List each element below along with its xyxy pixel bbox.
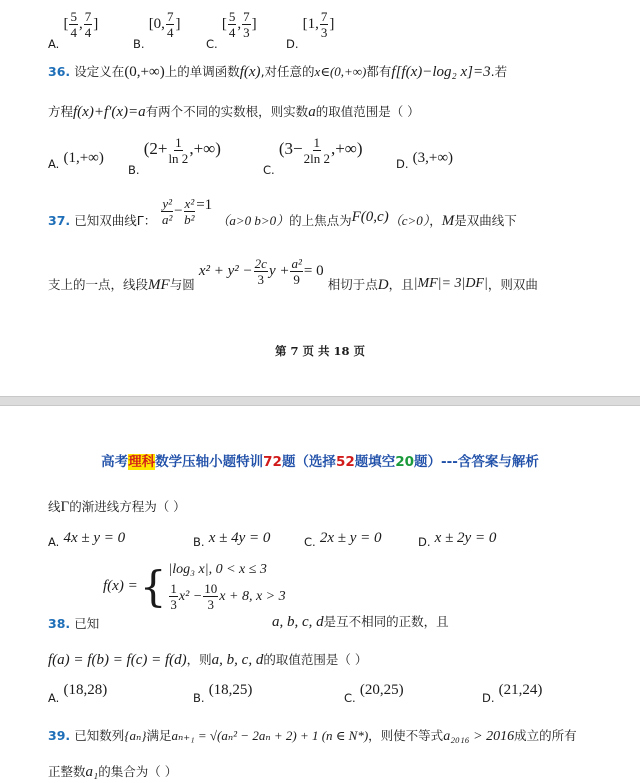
q37-line-2 [48, 256, 538, 293]
fraction [242, 10, 251, 39]
math: x² + y² − [198, 263, 253, 279]
option-value: (18,28) [63, 682, 108, 698]
q38-vars [272, 612, 449, 631]
fraction [84, 10, 93, 39]
numerator: 1 [170, 581, 177, 596]
q38-line-2 [48, 650, 367, 669]
option-value: 2x ± y = 0 [319, 530, 382, 546]
q38-option-c [344, 682, 404, 705]
option-label: C. [263, 163, 275, 177]
q35-option-d [286, 9, 335, 51]
option-value: x ± 4y = 0 [208, 530, 271, 546]
banner-text: 题（选择 [281, 454, 336, 470]
denominator: 2ln 2 [303, 151, 330, 166]
q37-continuation [48, 497, 186, 516]
text: ，则使不等式 [368, 728, 444, 743]
math: MF [148, 277, 170, 293]
math: x² − [178, 589, 203, 604]
fraction [161, 197, 173, 226]
q36-line-2 [48, 102, 420, 121]
q38-piecewise [103, 562, 286, 611]
numerator: 1 [175, 135, 182, 150]
denominator: 3 [170, 597, 177, 612]
option-label: C. [344, 691, 356, 705]
text: 都有 [366, 64, 392, 79]
text: 设定义在 [74, 64, 125, 79]
math: |MF|= 3|DF| [413, 276, 488, 291]
denominator: 3 [243, 25, 250, 40]
bracket: ] [251, 16, 257, 32]
math: M [441, 213, 455, 229]
bracket: ] [93, 16, 99, 32]
q37-line-1 [48, 196, 517, 229]
math: (3− [278, 139, 303, 158]
option-label: A. [48, 37, 60, 51]
option-label: D. [482, 691, 495, 705]
math: ,+∞) [330, 139, 363, 158]
q38-option-b [193, 682, 253, 705]
math: （c>0） [388, 213, 430, 228]
text: 已知双曲线Γ： [74, 213, 157, 228]
math: a₂₀₁₆ > 2016 [443, 729, 515, 744]
text: 已知 [74, 616, 100, 631]
question-number: 39. [48, 728, 71, 743]
text: 的集合为（ ） [98, 764, 178, 779]
math: y + [268, 263, 290, 279]
numerator: x² [184, 196, 195, 211]
text: ，则双曲 [487, 277, 538, 292]
denominator: ln 2 [168, 151, 189, 166]
banner-number: 20 [395, 454, 415, 470]
option-label: A. [48, 157, 60, 171]
option-value: (21,24) [498, 682, 543, 698]
option-label: D. [286, 37, 299, 51]
comma: , [78, 16, 83, 32]
fraction [69, 10, 78, 39]
option-label: A. [48, 535, 60, 549]
math: x∈(0,+∞) [314, 64, 367, 79]
math: =1 [196, 197, 213, 213]
bracket: [0, [148, 16, 165, 32]
math: a [308, 104, 316, 120]
math: (0,+∞) [124, 64, 165, 80]
text: 支上的一点，线段 [48, 277, 149, 292]
fraction [203, 582, 218, 611]
numerator: 7 [243, 9, 250, 24]
denominator: 4 [228, 25, 236, 40]
q38-option-a [48, 682, 108, 705]
math: a₁ [85, 764, 99, 780]
option-value: 4x ± y = 0 [63, 530, 126, 546]
question-number: 37. [48, 213, 71, 228]
q37-option-b [193, 530, 270, 547]
page-footer: 第 7 页 共 18 页 [274, 344, 366, 358]
option-label: C. [304, 535, 316, 549]
banner-text: 题填空 [354, 454, 396, 470]
bracket: ] [329, 16, 335, 32]
q36-option-d [396, 150, 454, 171]
numerator: 1 [313, 135, 321, 150]
numerator: 2c [254, 256, 267, 271]
math: a, b, c, d [211, 652, 264, 668]
banner-text: 高考 [101, 454, 129, 470]
q36-option-c [263, 135, 363, 177]
text: 上的单调函数 [164, 64, 240, 79]
text: 正整数 [48, 764, 86, 779]
fraction [304, 136, 330, 165]
bracket: [ [63, 16, 69, 32]
q38-line-1 [48, 614, 99, 632]
option-label: D. [396, 157, 409, 171]
fraction [254, 257, 268, 286]
banner-highlight: 理科 [128, 454, 156, 470]
text: 成立的所有 [514, 728, 577, 743]
text: 线 [48, 499, 61, 514]
math: f(x)+f′(x)=a [73, 104, 146, 120]
text: 的取值范围是（ ） [315, 104, 420, 119]
option-value: x ± 2y = 0 [434, 530, 497, 546]
numerator: 5 [228, 9, 236, 24]
denominator: 3 [320, 25, 328, 40]
denominator: 3 [257, 272, 265, 287]
denominator: b² [184, 212, 195, 227]
option-label: B. [133, 37, 145, 51]
q35-option-b [133, 9, 181, 51]
text: 方程 [48, 104, 74, 119]
numerator: 7 [84, 9, 92, 24]
fraction [169, 582, 178, 611]
case-1: |log₃ x|, 0 < x ≤ 3 [168, 562, 267, 577]
text: .若 [490, 64, 508, 79]
fraction [184, 197, 196, 226]
fraction [166, 10, 175, 39]
denominator: 4 [166, 25, 174, 40]
math: ,+∞) [189, 139, 221, 158]
bracket: ] [175, 16, 181, 32]
fraction [228, 10, 237, 39]
option-value: (3,+∞) [412, 150, 454, 166]
comma: , [237, 16, 242, 32]
q39-line-2 [48, 762, 177, 781]
q39-line-1 [48, 726, 577, 745]
text: ，且 [388, 277, 414, 292]
text: 的渐进线方程为（ ） [69, 499, 186, 514]
numerator: 10 [204, 581, 218, 596]
math: D [377, 277, 389, 293]
q36-option-b [128, 135, 221, 177]
q37-option-c [304, 530, 382, 547]
option-label: C. [206, 37, 218, 51]
denominator: a² [162, 212, 173, 227]
option-value: (1,+∞) [63, 150, 104, 166]
math: f(x) = [103, 578, 138, 594]
option-label: D. [418, 535, 431, 549]
minus: − [174, 203, 183, 219]
cases [168, 562, 285, 611]
header-banner [0, 450, 640, 470]
math: (2+ [143, 139, 168, 158]
option-label: B. [128, 163, 140, 177]
math: f(x) [239, 64, 261, 80]
math: {aₙ} [124, 728, 147, 743]
math: f[f(x)−log₂ x]=3 [391, 64, 491, 80]
q37-option-a [48, 530, 125, 547]
bracket: [1, [302, 16, 319, 32]
text: ，则 [186, 652, 212, 667]
option-label: B. [193, 535, 205, 549]
text: 的上焦点为 [289, 213, 352, 228]
text: 满足 [146, 728, 172, 743]
page-divider [0, 396, 640, 406]
fraction [168, 136, 188, 165]
banner-text: 数学压轴小题特训 [155, 454, 264, 470]
denominator: 3 [207, 597, 215, 612]
text: 有两个不同的实数根，则实数 [145, 104, 309, 119]
case-2 [168, 582, 285, 611]
q36-line-1 [48, 62, 507, 81]
question-number: 38. [48, 616, 71, 631]
option-label: A. [48, 691, 60, 705]
option-value: (18,25) [208, 682, 253, 698]
numerator: 5 [70, 9, 77, 24]
question-number: 36. [48, 64, 71, 79]
math: Γ [60, 499, 70, 515]
text: 是互不相同的正数，且 [323, 614, 449, 629]
math: F(0,c) [351, 209, 389, 225]
text: ， [429, 213, 442, 228]
brace: { [139, 561, 167, 611]
text: 已知数列 [74, 728, 125, 743]
text: 是双曲线下 [454, 213, 517, 228]
numerator: 7 [166, 9, 174, 24]
math: aₙ₊₁ = √(aₙ² − 2aₙ + 2) + 1 (n ∈ N*) [171, 728, 369, 743]
denominator: 4 [70, 25, 77, 40]
text: 的取值范围是（ ） [263, 652, 368, 667]
q35-option-c [206, 9, 257, 51]
numerator: a² [291, 256, 302, 271]
text: 与圆 [169, 277, 195, 292]
option-label: B. [193, 691, 205, 705]
math: x + 8, x > 3 [219, 589, 286, 604]
denominator: 9 [293, 272, 300, 287]
banner-number: 72 [263, 454, 282, 470]
fraction [290, 257, 302, 286]
q37-option-d [418, 530, 496, 547]
numerator: y² [162, 196, 173, 211]
q35-option-a [48, 9, 99, 51]
q36-option-a [48, 150, 104, 171]
math: f(a) = f(b) = f(c) = f(d) [48, 652, 187, 668]
bracket: [ [221, 16, 227, 32]
math: （a>0 b>0） [216, 213, 290, 228]
math: a, b, c, d [272, 614, 324, 630]
text: 相切于点 [327, 277, 378, 292]
numerator: 7 [320, 9, 328, 24]
banner-number: 52 [335, 454, 355, 470]
math: = 0 [303, 263, 324, 279]
fraction [320, 10, 329, 39]
denominator: 4 [84, 25, 92, 40]
banner-text: 题）---含答案与解析 [414, 454, 539, 470]
q38-option-d [482, 682, 543, 705]
option-value: (20,25) [359, 682, 404, 698]
text: ,对任意的 [260, 64, 315, 79]
